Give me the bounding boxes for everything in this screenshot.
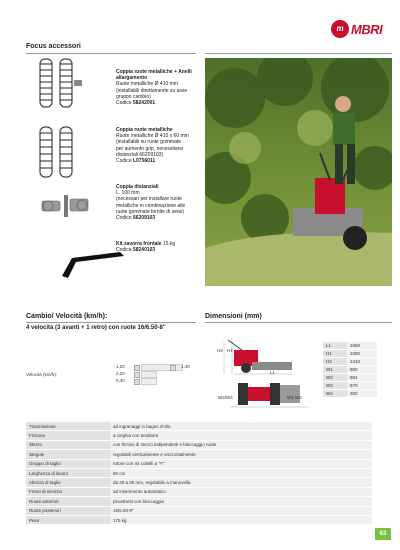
accessory-line: Ruote metalliche Ø 410 x 60 mm: [116, 133, 189, 140]
accessories-rule: [26, 53, 196, 54]
dim-label-l1: L1: [270, 370, 276, 375]
gear-speed-right: 1,40: [181, 364, 190, 369]
logo-text: MBRI: [351, 22, 383, 37]
accessory-code: Codice 58240103: [116, 247, 156, 254]
gear-speed-left: 0,40: [116, 378, 125, 383]
accessory-line: per aumento grip, necessitano: [116, 145, 184, 152]
gear-speed-left: 1,20: [116, 364, 125, 369]
table-row: L1 1650: [323, 342, 377, 350]
accessories-rule-right: [205, 53, 392, 54]
accessory-title: Coppia ruote metalliche: [116, 127, 173, 133]
gear-bar: [141, 378, 157, 385]
accessory-line: metalliche in combinazione alle: [116, 202, 186, 209]
product-photo: [205, 58, 392, 286]
spacer-image: [38, 191, 96, 223]
machine-top-view: [230, 379, 308, 409]
gear-row-3: [116, 378, 125, 383]
gear-marker: [134, 372, 140, 378]
table-row: Ruote posteriori 16/6.50-8": [26, 506, 372, 515]
accessories-title: Focus accessori: [26, 43, 81, 50]
table-row: W3 870: [323, 382, 377, 390]
table-row: Stegole regolabili verticalmente e orizzontalmente: [26, 450, 372, 459]
machine-side-view: [212, 336, 308, 376]
accessory-code: Codice L0756011: [116, 158, 156, 165]
page-number: 63: [375, 528, 391, 540]
gear-row-1: [116, 364, 125, 369]
table-row: H1 1080: [323, 350, 377, 358]
brand-logo: [331, 20, 391, 38]
dimensions-table: [323, 342, 377, 398]
gear-marker: [134, 365, 140, 371]
dim-label-h1: H1: [227, 348, 233, 353]
gear-bar: [141, 371, 157, 378]
speed-rule: [26, 322, 196, 323]
accessory-code: Codice 58242001: [116, 100, 156, 107]
logo-mark: m: [331, 20, 349, 38]
dim-label-w1w3: W1 W2: [287, 395, 302, 400]
table-row: Freno di servizio ad inserimento automatico: [26, 487, 372, 496]
table-row: Altezza di taglio da 20 a 80 mm, regolabile a manovella: [26, 478, 372, 487]
accessory-line: gruppo cambio): [116, 93, 151, 100]
gear-marker: [170, 365, 176, 371]
accessory-line: L. 100 mm: [116, 190, 140, 197]
gear-bar: [141, 364, 183, 371]
speed-title: Cambio/ Velocità (km/h):: [26, 313, 108, 320]
accessory-item-4: [116, 241, 198, 253]
accessory-line: ruote gommate fornite di serie): [116, 208, 185, 215]
metal-wheel-image-1: [36, 56, 84, 110]
specs-table: [26, 422, 372, 525]
accessory-item-2: [116, 127, 198, 164]
table-row: W2 864: [323, 374, 377, 382]
table-row: Frizione a cinghia con tenditore: [26, 431, 372, 440]
dim-label-h2: H2: [217, 348, 223, 353]
accessory-item-1: [116, 69, 198, 106]
dimensions-title: Dimensioni (mm): [205, 313, 262, 320]
accessory-line: (installabili su ruote gommate: [116, 139, 182, 146]
table-row: W1 800: [323, 366, 377, 374]
table-row: W4 350: [323, 390, 377, 398]
accessory-title: Coppia ruote metalliche + Anelli allargamento: [116, 69, 192, 82]
accessory-line: Ruote metalliche Ø 410 mm: [116, 81, 178, 88]
table-row: Trasmissione ad ingranaggi in bagno d'olio: [26, 422, 372, 431]
table-row: Ruote anteriori piroettanti con bloccaggio: [26, 497, 372, 506]
table-row: Larghezza di lavoro 80 cm: [26, 468, 372, 477]
accessory-line: (installabili direttamente su asse: [116, 87, 188, 94]
accessory-title-row: Kit zavorra frontale 15 kg: [116, 241, 176, 247]
accessory-code: Codice 66209103: [116, 215, 156, 222]
speed-label: Velocità (km/h):: [26, 372, 58, 377]
table-row: H2 1310: [323, 358, 377, 366]
gear-row-2: [116, 371, 125, 376]
gear-marker: [134, 379, 140, 385]
accessory-title: Coppia distanziali: [116, 184, 159, 190]
speed-subtitle: 4 velocità (3 avanti + 1 retro) con ruote 16/6.50-8": [26, 325, 166, 331]
metal-wheel-image-2: [36, 124, 84, 180]
accessory-item-3: [116, 184, 198, 221]
accessory-line: (necessari per installare ruote: [116, 196, 182, 203]
dimensions-rule: [205, 322, 392, 323]
table-row: Sterzo con frizioni di sterzo indipendenti e bloccaggio ruote: [26, 440, 372, 449]
accessory-line: distanziali 66209103): [116, 151, 164, 158]
table-row: Peso 175 kg: [26, 515, 372, 524]
gear-speed-left: 2,20: [116, 371, 125, 376]
table-row: Gruppo di taglio rotore con 44 coltelli a "Y": [26, 459, 372, 468]
dim-label-w2w4: W2/W4: [218, 395, 233, 400]
